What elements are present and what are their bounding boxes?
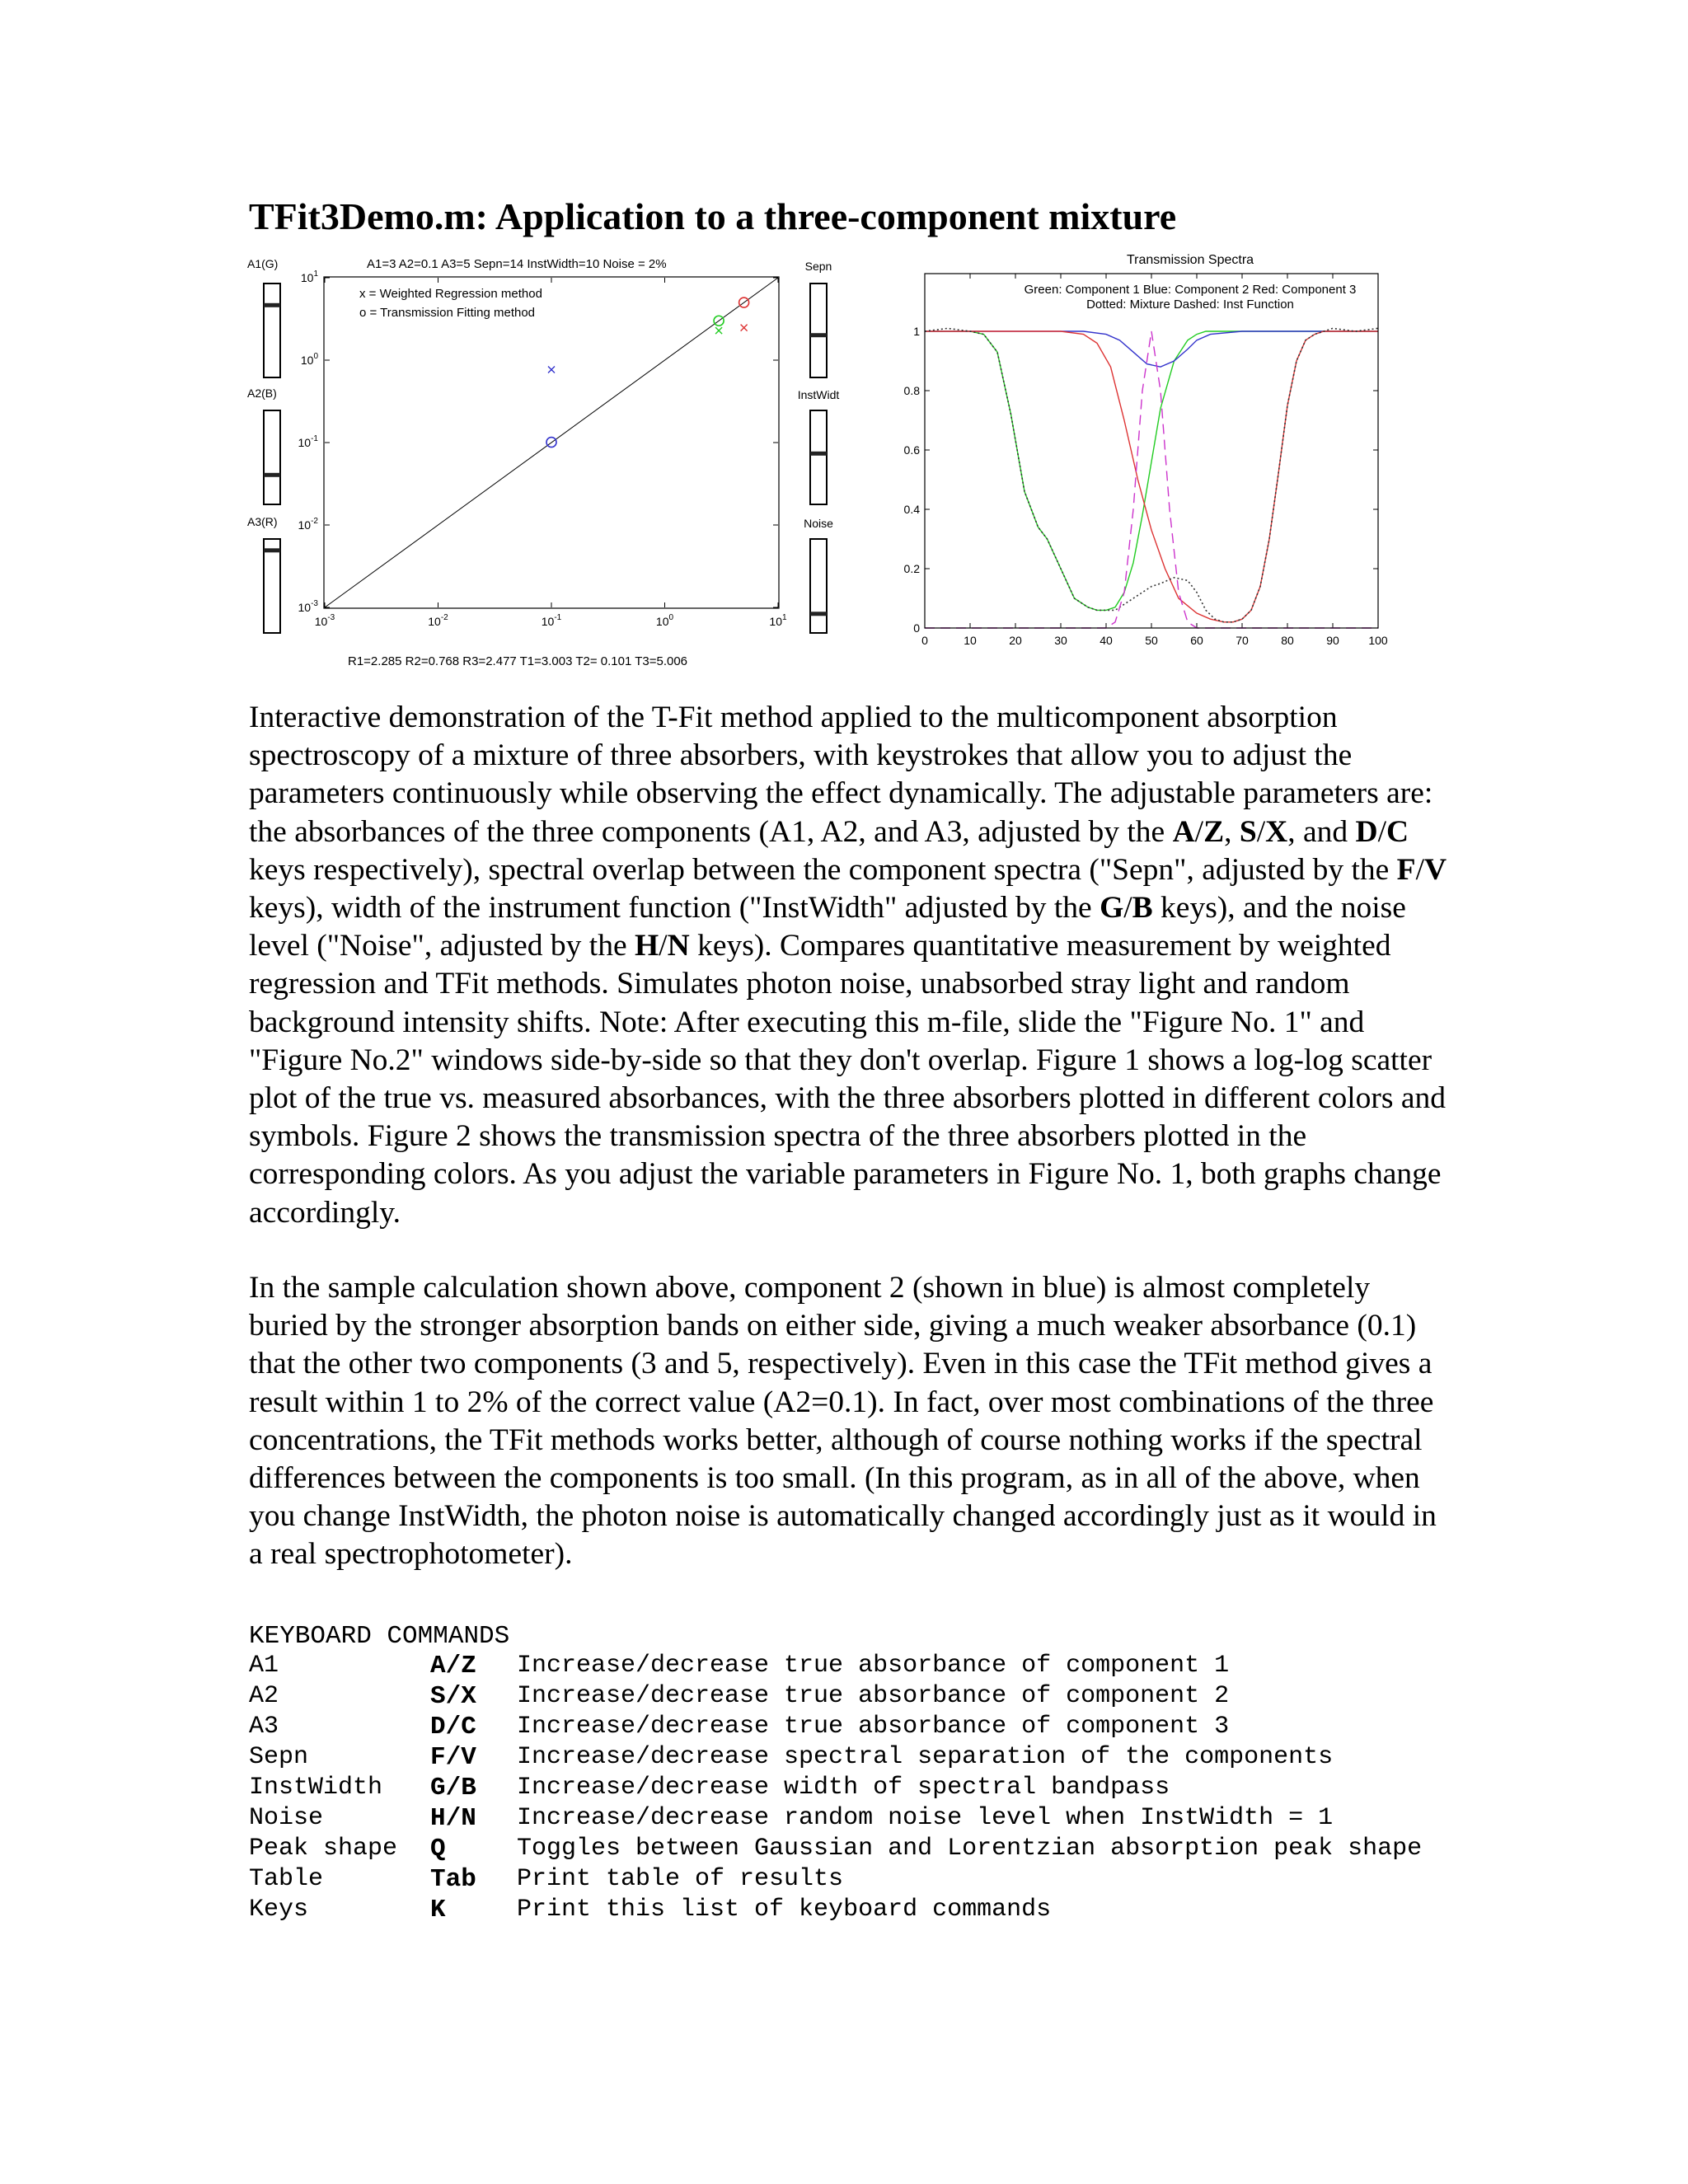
slider-thumb[interactable] [264, 303, 280, 307]
y-tick-label: 0.4 [903, 503, 920, 516]
x-tick-label: 80 [1281, 634, 1294, 647]
figure-2-spectra [903, 249, 1409, 661]
x-tick-label: 50 [1145, 634, 1158, 647]
fig2-axes-box [925, 274, 1378, 628]
keyboard-commands-table [249, 1652, 1422, 1926]
key-s: S [1239, 814, 1257, 849]
command-keys: Q [430, 1835, 446, 1863]
x-tick-label: 70 [1236, 634, 1249, 647]
para-sep: / [1256, 814, 1266, 849]
command-keys: F/V [430, 1743, 476, 1772]
command-name: InstWidth [249, 1774, 383, 1802]
para-sep: / [1377, 814, 1387, 849]
slider-label: Sepn [804, 260, 832, 273]
x-tick-label: 100 [1368, 634, 1388, 647]
key-z: Z [1203, 814, 1225, 849]
regression-point [715, 327, 722, 334]
x-tick-label: 30 [1054, 634, 1067, 647]
keyboard-command-row [249, 1682, 1422, 1713]
slider-track[interactable] [810, 410, 827, 504]
keyboard-command-row [249, 1804, 1422, 1835]
para-text: keys), width of the instrument function ("InstWidth" adjusted by the [249, 891, 1100, 926]
y-tick-label: $10^{-1}$ [298, 434, 318, 449]
slider-label: InstWidt [797, 388, 840, 401]
command-name: A2 [249, 1682, 279, 1710]
command-description: Increase/decrease width of spectral bandpass [517, 1774, 1170, 1802]
command-description: Print this list of keyboard commands [517, 1896, 1052, 1924]
x-tick-label: 90 [1326, 634, 1339, 647]
para-text: Interactive demonstration of the T-Fit method applied to the multicomponent absorption spectroscopy of a mixture of three absorbers, with keystrokes that allow you to adjust the parameters continuously while observing the effect dynamically. The adjustable parameters are: the absorbances of the three components (A1, A2, and A3, adjusted by the [249, 701, 1433, 849]
command-keys: Tab [430, 1865, 476, 1894]
command-keys: S/X [430, 1682, 476, 1711]
para-sep: / [659, 929, 668, 963]
x-tick-label: 60 [1190, 634, 1203, 647]
para-text: keys). Compares quantitative measurement by weighted regression and TFit methods. Simulates photon noise, unabsorbed stray light and random background intensity shifts. Note: After executing this m-file, slide the "Figure No. 1" and "Figure No.2" windows side-by-side so that they don't overlap. Figure 1 shows a log-log scatter plot of the true vs. measured absorbances, with the three absorbers plotted in different colors and symbols. Figure 2 shows the transmission spectra of the three absorbers plotted in the corresponding colors. As you adjust the variable parameters in Figure No. 1, both graphs change accordingly. [249, 929, 1446, 1230]
fig1-header: A1=3 A2=0.1 A3=5 Sepn=14 InstWidth=10 Noise = 2% [367, 257, 667, 271]
keyboard-command-row [249, 1743, 1422, 1774]
command-description: Toggles between Gaussian and Lorentzian absorption peak shape [517, 1835, 1423, 1863]
key-b: B [1132, 891, 1153, 926]
y-tick-label: 0.8 [903, 384, 920, 397]
command-name: Keys [249, 1896, 309, 1924]
y-tick-label: $10^{-3}$ [298, 599, 318, 614]
slider-track[interactable] [810, 284, 827, 377]
y-tick-label: 1 [913, 325, 920, 338]
para-text: keys), and the noise level ("Noise", adjusted by the [249, 891, 1406, 963]
slider-label: A1(G) [247, 257, 279, 270]
slider-label: Noise [804, 517, 833, 530]
identity-line [325, 278, 778, 607]
keyboard-command-row [249, 1652, 1422, 1682]
keyboard-command-row [249, 1713, 1422, 1743]
key-h: H [635, 929, 659, 963]
command-keys: D/C [430, 1713, 476, 1741]
key-n: N [667, 929, 690, 963]
x-tick-label: $10^{-2}$ [428, 613, 448, 628]
keyboard-command-row [249, 1865, 1422, 1896]
command-name: Noise [249, 1804, 324, 1832]
command-description: Increase/decrease true absorbance of component 2 [517, 1682, 1230, 1710]
para-sep: / [1194, 814, 1204, 849]
x-tick-label: $10^1$ [769, 613, 787, 628]
command-description: Increase/decrease spectral separation of the components [517, 1743, 1334, 1771]
command-keys: A/Z [430, 1652, 476, 1680]
fig2-legend-line2: Dotted: Mixture Dashed: Inst Function [1086, 298, 1294, 312]
command-description: Increase/decrease true absorbance of component 3 [517, 1713, 1230, 1741]
y-tick-label: 0.2 [903, 562, 920, 575]
key-f: F [1396, 852, 1416, 887]
key-g: G [1100, 891, 1124, 926]
keyboard-command-row [249, 1774, 1422, 1804]
fig2-title: Transmission Spectra [1126, 253, 1254, 267]
fig1-footer: R1=2.285 R2=0.768 R3=2.477 T1=3.003 T2= 0.101 T3=5.006 [348, 654, 688, 668]
fig1-legend-weighted: x = Weighted Regression method [359, 287, 542, 301]
page-title: TFit3Demo.m: Application to a three-component mixture [249, 195, 1177, 237]
command-name: Sepn [249, 1743, 309, 1771]
x-tick-label: 20 [1009, 634, 1022, 647]
y-tick-label: 0.6 [903, 443, 920, 457]
x-tick-label: 10 [964, 634, 977, 647]
key-a: A [1172, 814, 1195, 849]
y-tick-label: $10^1$ [300, 269, 318, 284]
fig1-legend-tfit: o = Transmission Fitting method [359, 306, 536, 320]
slider-track[interactable] [810, 539, 827, 633]
slider-thumb[interactable] [810, 612, 827, 616]
y-tick-label: $10^{-2}$ [298, 517, 318, 532]
spectrum-line [925, 331, 1378, 610]
command-keys: K [430, 1896, 446, 1924]
command-description: Increase/decrease random noise level when InstWidth = 1 [517, 1804, 1334, 1832]
slider-track[interactable] [264, 539, 280, 633]
para-sep: , [1224, 814, 1240, 849]
slider-thumb[interactable] [810, 333, 827, 337]
spectrum-line [925, 328, 1378, 621]
para-text: keys respectively), spectral overlap between the component spectra ("Sepn", adjusted by the [249, 852, 1397, 887]
slider-label: A3(R) [247, 515, 278, 528]
slider-track[interactable] [264, 410, 280, 504]
y-tick-label: 0 [913, 621, 920, 635]
keyboard-command-row [249, 1896, 1422, 1926]
sample-calculation-paragraph: In the sample calculation shown above, component 2 (shown in blue) is almost completely buried by the stronger absorption bands on either side, giving a much weaker absorbance (0.1) that the other two components (3 and 5, respectively). Even in this case the TFit method gives a result within 1 to 2% of the correct value (A2=0.1). In fact, over most combinations of the three concentrations, the TFit methods works better, although of course nothing works if the spectral differences between the components is too small. (In this program, as in all of the above, when you change InstWidth, the photon noise is automatically changed accordingly just as it would in a real spectrophotometer). [249, 1271, 1437, 1572]
command-name: Table [249, 1865, 324, 1893]
slider-thumb[interactable] [264, 473, 280, 477]
slider-thumb[interactable] [264, 548, 280, 552]
para-sep: / [1415, 852, 1424, 887]
y-tick-label: $10^0$ [300, 352, 318, 367]
keyboard-command-row [249, 1835, 1422, 1865]
slider-track[interactable] [264, 284, 280, 377]
figure-1-scatter [247, 249, 841, 677]
slider-thumb[interactable] [810, 452, 827, 456]
regression-point [548, 366, 555, 373]
command-keys: G/B [430, 1774, 476, 1802]
slider-label: A2(B) [247, 387, 277, 400]
para-sep: , and [1287, 814, 1356, 849]
fig2-legend-line1: Green: Component 1 Blue: Component 2 Red: Component 3 [1024, 283, 1357, 297]
keyboard-commands-title: KEYBOARD COMMANDS [249, 1622, 510, 1651]
spectrum-line [925, 331, 1378, 628]
key-c: C [1386, 814, 1409, 849]
para-sep: / [1123, 891, 1132, 926]
x-tick-label: 40 [1100, 634, 1113, 647]
command-keys: H/N [430, 1804, 476, 1833]
spectrum-line [925, 331, 1378, 622]
command-description: Increase/decrease true absorbance of component 1 [517, 1652, 1230, 1680]
x-tick-label: 0 [921, 634, 928, 647]
command-name: A1 [249, 1652, 279, 1680]
command-name: Peak shape [249, 1835, 398, 1863]
command-description: Print table of results [517, 1865, 844, 1893]
key-d: D [1355, 814, 1378, 849]
x-tick-label: $10^{-1}$ [541, 613, 562, 628]
key-x: X [1265, 814, 1288, 849]
command-name: A3 [249, 1713, 279, 1741]
description-paragraph [249, 699, 1452, 1232]
x-tick-label: $10^{-3}$ [314, 613, 335, 628]
x-tick-label: $10^0$ [655, 613, 674, 628]
key-v: V [1423, 852, 1447, 887]
regression-point [741, 325, 748, 331]
